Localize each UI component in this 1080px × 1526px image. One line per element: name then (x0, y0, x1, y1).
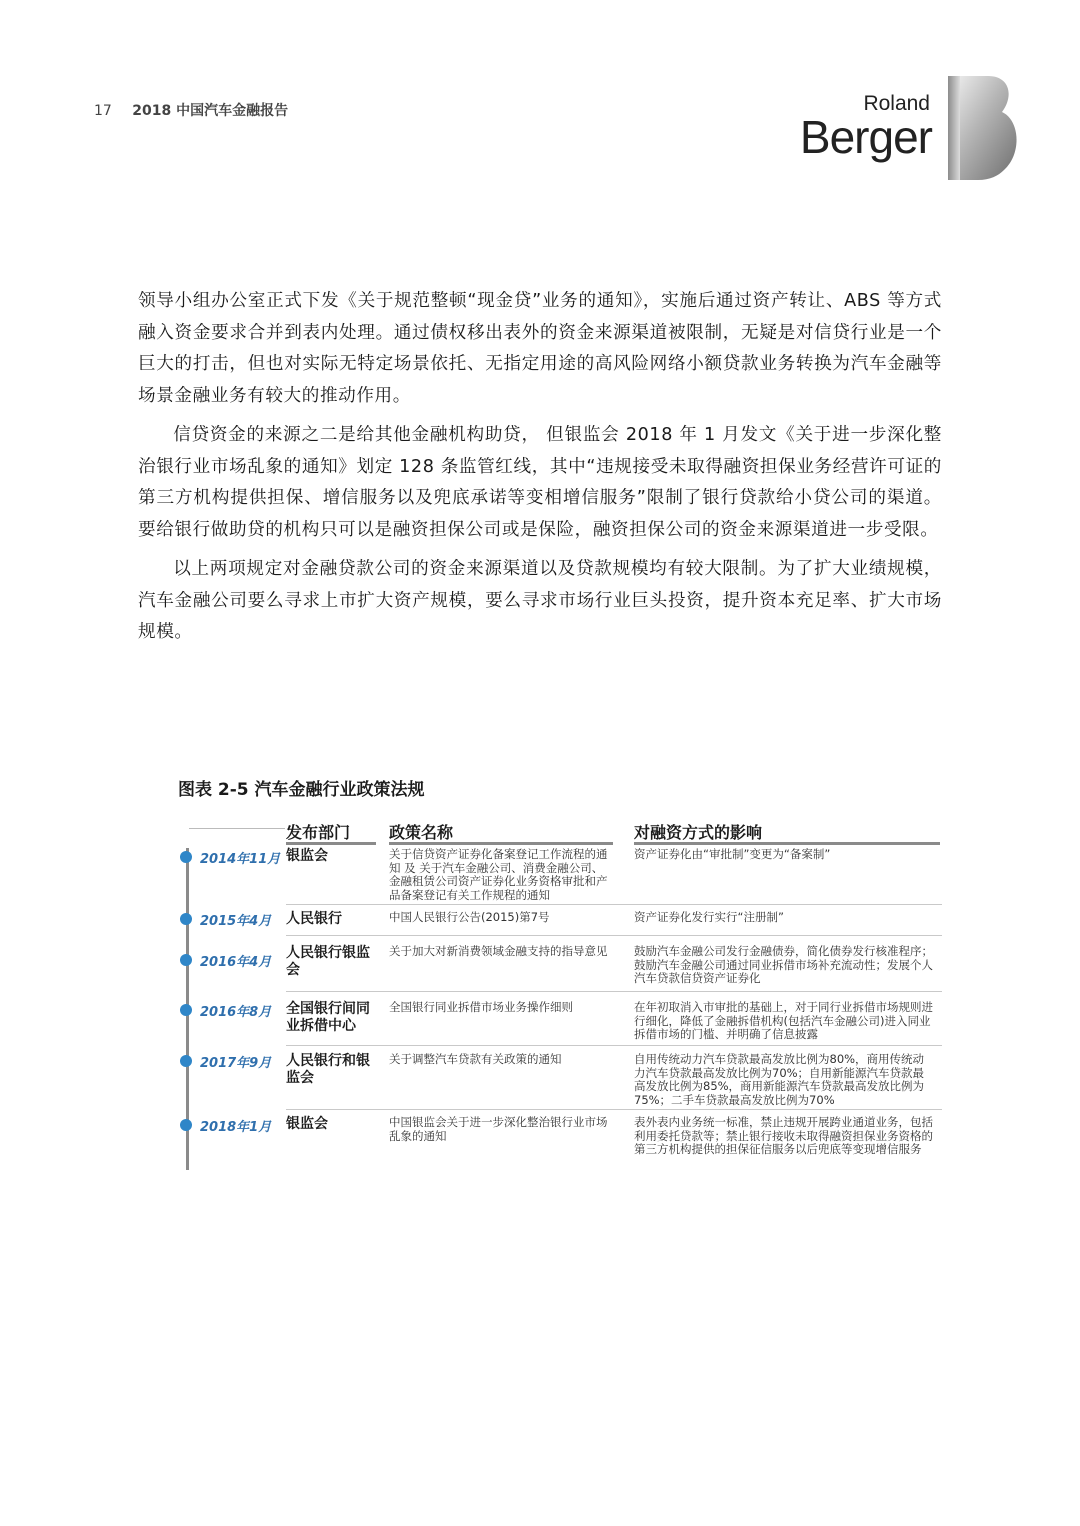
table-row (286, 1053, 942, 1110)
row-policy: 中国银监会关于进一步深化整治银行业市场乱象的通知 (389, 1115, 608, 1143)
table-row (286, 848, 942, 905)
timeline-date: 2015年4月 (200, 914, 272, 929)
row-impact: 自用传统动力汽车贷款最高发放比例为80%，商用传统动力汽车贷款最高发放比例为70%；自用新能源汽车贷款最高发放比例为85%，商用新能源汽车贷款最高发放比例为75%；二手车贷款最高发放比例为70% (634, 1052, 925, 1107)
page-number: 17 (94, 103, 112, 119)
row-dept: 人民银行和银监会 (286, 1053, 370, 1086)
column-header-dept: 发布部门 (286, 823, 351, 842)
timeline-date: 2018年1月 (200, 1120, 272, 1135)
timeline-dot (180, 954, 192, 966)
timeline-date: 2017年9月 (200, 1056, 272, 1071)
row-impact: 表外表内业务统一标准，禁止违规开展跨业通道业务，包括利用委托贷款等；禁止银行接收未取得融资担保业务资格的第三方机构提供的担保征信服务以后兜底等变现增信服务 (634, 1115, 933, 1156)
table-row (286, 945, 942, 992)
timeline-date: 2016年8月 (200, 1005, 272, 1020)
timeline-dot (180, 913, 192, 925)
row-dept: 人民银行银监会 (286, 945, 370, 978)
row-dept: 人民银行 (286, 911, 342, 927)
row-impact: 资产证券化由“审批制”变更为“备案制” (634, 847, 831, 861)
column-rule-dept (286, 842, 376, 845)
paragraph-1: 领导小组办公室正式下发《关于规范整顿“现金贷”业务的通知》，实施后通过资产转让、ABS 等方式融入资金要求合并到表内处理。通过债权移出表外的资金来源渠道被限制，无疑是对信贷行业是一个巨大的打击，但也对实际无特定场景依托、无指定用途的高风险网络小额贷款业务转换为汽车金融等场景金融业务有较大的推动作用。 (138, 291, 942, 406)
row-impact: 鼓励汽车金融公司发行金融债券，简化债券发行核准程序；鼓励汽车金融公司通过同业拆借市场补充流动性；发展个人汽车贷款信贷资产证券化 (634, 944, 933, 985)
row-policy: 关于加大对新消费领域金融支持的指导意见 (389, 944, 608, 958)
report-title: 2018 中国汽车金融报告 (132, 103, 289, 119)
column-header-impact: 对融资方式的影响 (634, 823, 763, 842)
page-header (94, 100, 288, 120)
row-dept: 银监会 (286, 848, 328, 864)
timeline-date: 2016年4月 (200, 955, 272, 970)
row-policy: 中国人民银行公告(2015)第7号 (389, 910, 550, 924)
body-text (138, 286, 942, 657)
paragraph-3: 以上两项规定对金融贷款公司的资金来源渠道以及贷款规模均有较大限制。为了扩大业绩规模，汽车金融公司要么寻求上市扩大资产规模，要么寻求市场行业巨头投资，提升资本充足率、扩大市场规模。 (138, 559, 942, 642)
row-dept: 银监会 (286, 1116, 328, 1132)
timeline-dot (180, 1004, 192, 1016)
logo-text-berger: Berger (799, 111, 932, 163)
paragraph-2: 信贷资金的来源之二是给其他金融机构助贷， 但银监会 2018 年 1 月发文《关于进一步深化整治银行业市场乱象的通知》划定 128 条监管红线，其中“违规接受未取得融资担保业务经营许可证的第三方机构提供担保、增信服务以及兜底承诺等变相增信服务”限制了银行贷款给小贷公司的渠道。要给银行做助贷的机构只可以是融资担保公司或是保险，融资担保公司的资金来源渠道进一步受限。 (138, 425, 942, 540)
table-row (286, 1116, 942, 1170)
timeline-dot (180, 1119, 192, 1131)
table-row (286, 1001, 942, 1046)
logo-b-mark-icon (944, 74, 1024, 184)
figure-title: 图表 2-5 汽车金融行业政策法规 (178, 780, 425, 800)
row-impact: 在年初取消入市审批的基础上，对于同行业拆借市场规则进行细化，降低了金融拆借机构(包括汽车金融公司)进入同业拆借市场的门槛、并明确了信息披露 (634, 1000, 933, 1041)
timeline-dot (180, 851, 192, 863)
table-row (286, 911, 942, 936)
row-impact: 资产证券化发行实行“注册制” (634, 910, 784, 924)
logo-text-roland: Roland (863, 92, 930, 115)
row-policy: 关于信贷资产证券化备案登记工作流程的通知 及 关于汽车金融公司、消费金融公司、金融租赁公司资产证券化业务资格审批和产品备案登记有关工作规程的通知 (389, 847, 608, 902)
column-header-policy: 政策名称 (389, 823, 454, 842)
column-rule-impact (634, 842, 940, 845)
row-policy: 关于调整汽车贷款有关政策的通知 (389, 1052, 562, 1066)
roland-berger-logo (800, 74, 1030, 184)
timeline-date: 2014年11月 (200, 852, 281, 867)
timeline-branch (189, 828, 285, 829)
column-rule-policy (389, 842, 613, 845)
timeline-dot (180, 1055, 192, 1067)
row-policy: 全国银行同业拆借市场业务操作细则 (389, 1000, 573, 1014)
row-dept: 全国银行间同业拆借中心 (286, 1001, 370, 1034)
